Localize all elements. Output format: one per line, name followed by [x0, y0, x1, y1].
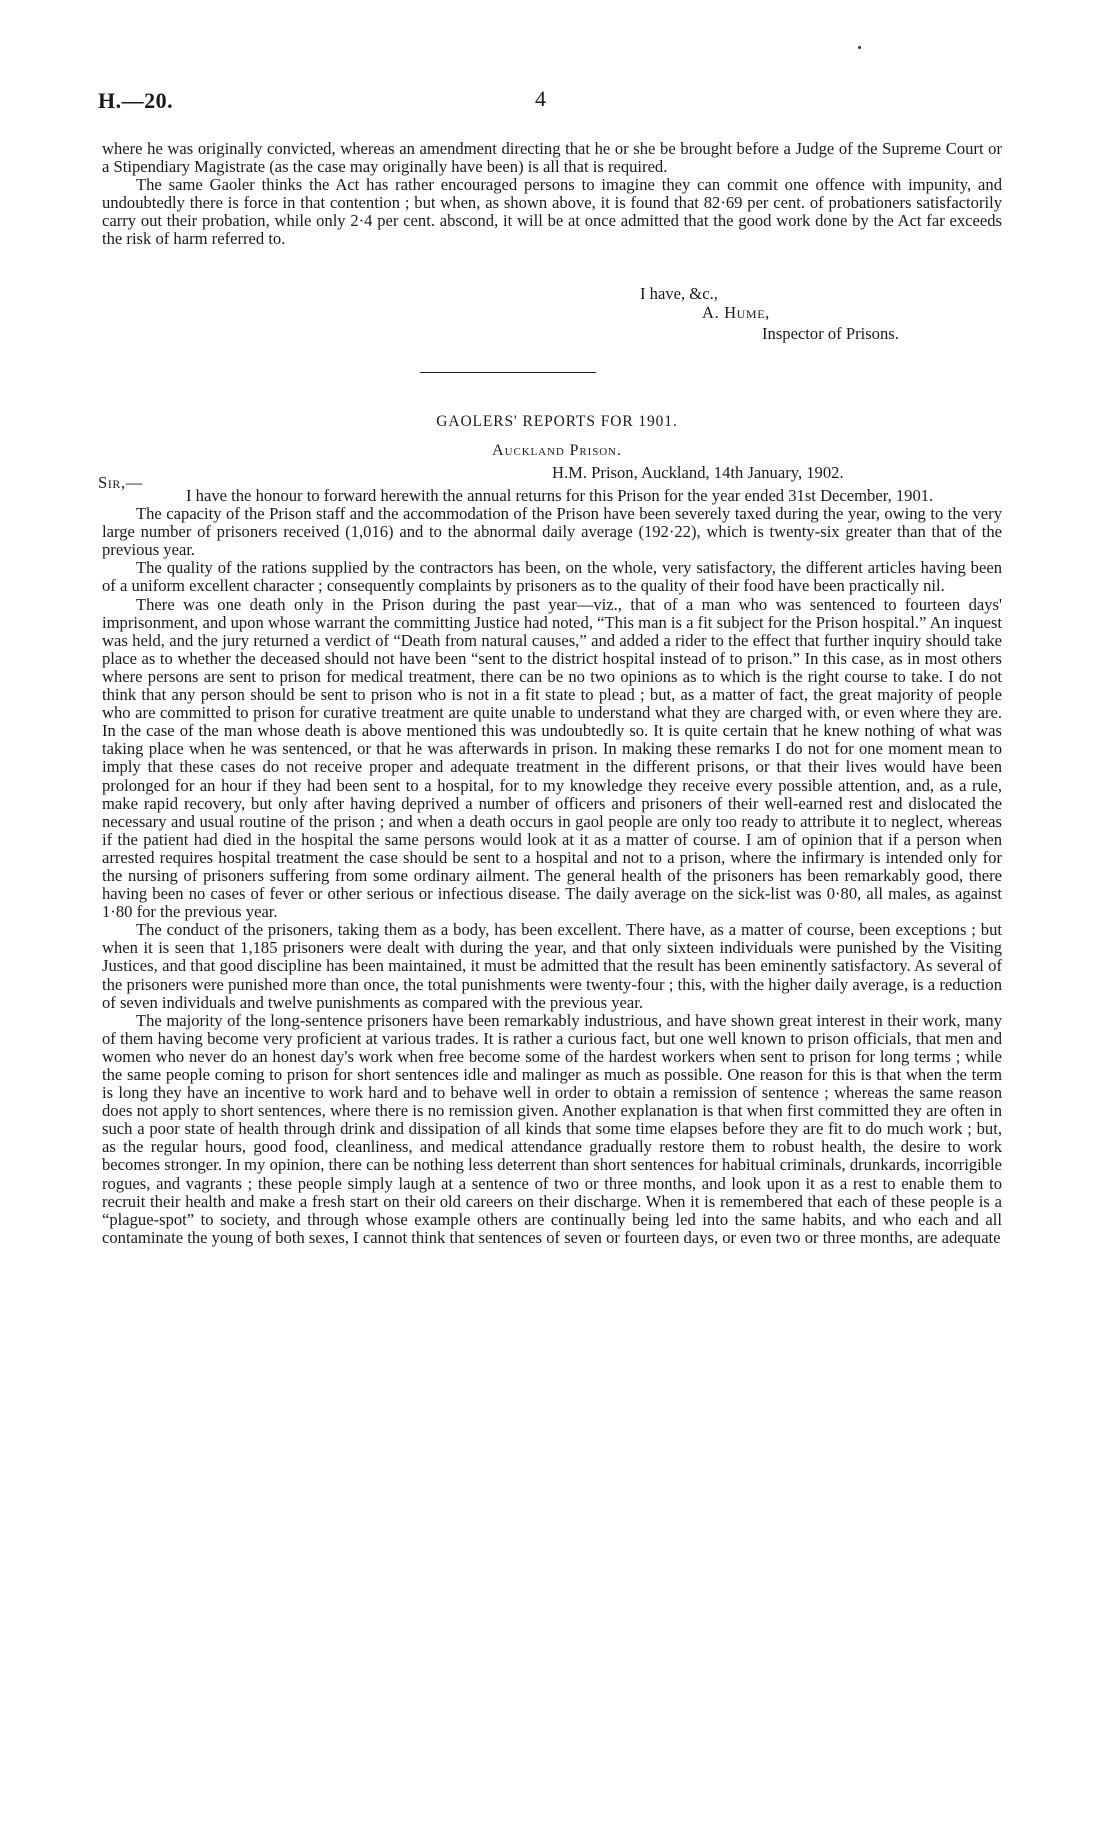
- signature-name: A. Hume,: [702, 303, 770, 322]
- signature-title: Inspector of Prisons.: [762, 324, 899, 343]
- body-paragraph-2: The capacity of the Prison staff and the accommodation of the Prison have been severely taxed during the year, owing to the very large number of prisoners received (1,016) and to the abnormal daily average (192·22), which is twenty-six greater than that of the previous year.: [102, 504, 1002, 560]
- body-paragraph-5: The conduct of the prisoners, taking them as a body, has been excellent. There have, as a matter of course, been exceptions ; but when it is seen that 1,185 prisoners were dealt with during the year, and that only sixteen individuals were punished by the Visiting Justices, and that good discipline has been maintained, it must be admitted that the result has been eminently satisfactory. As several of the prisoners were punished more than once, the total punishments were twenty-four ; this, with the higher daily average, is a reduction of seven individuals and twelve punishments as compared with the previous year.: [102, 920, 1002, 1012]
- intro-paragraph-1: where he was originally convicted, whereas an amendment directing that he or she be brought before a Judge of the Supreme Court or a Stipendiary Magistrate (as the case may originally have been) is all that is required.: [102, 139, 1002, 177]
- intro-text: [102, 140, 1002, 249]
- closing-line: I have, &c.,: [640, 284, 718, 303]
- page-number: 4: [535, 86, 546, 111]
- salutation: Sir,—: [98, 473, 143, 492]
- stray-mark: [858, 46, 861, 49]
- section-title: GAOLERS' REPORTS FOR 1901.: [436, 413, 678, 430]
- dateline: H.M. Prison, Auckland, 14th January, 1902.: [552, 463, 844, 482]
- section-divider: [420, 372, 596, 373]
- body-paragraph-3: The quality of the rations supplied by the contractors has been, on the whole, very satisfactory, the different articles having been of a uniform excellent character ; consequently complaints by prisoners as to the quality of their food have been practically nil.: [102, 558, 1002, 596]
- body-paragraph-4: There was one death only in the Prison during the past year—viz., that of a man who was sentenced to fourteen days' imprisonment, and upon whose warrant the committing Justice had noted, “This man is a fit subject for the Prison hospital.” An inquest was held, and the jury returned a verdict of “Death from natural causes,” and added a rider to the effect that further inquiry should take place as to whether the deceased should not have been “sent to the district hospital instead of to prison.” In this case, as in most others where persons are sent to prison for medical treatment, there can be no two opinions as to which is the right course to take. I do not think that any person should be sent to prison who is not in a fit state to plead ; but, as a matter of fact, the great majority of people who are committed to prison for curative treatment are quite unable to understand what they are charged with, or even where they are. In the case of the man whose death is above mentioned this was undoubtedly so. It is quite certain that he knew nothing of what was taking place when he was sentenced, or that he was afterwards in prison. In making these remarks I do not for one moment mean to imply that these cases do not receive proper and adequate treatment in the different prisons, or that their lives would have been prolonged for an hour if they had been sent to a hospital, for to my knowledge they receive every possible attention, and, as a rule, make rapid recovery, but only after having deprived a number of officers and prisoners of their well-earned rest and dislocated the necessary and usual routine of the prison ; and when a death occurs in gaol people are only too ready to attribute it to neglect, whereas if the patient had died in the hospital the same persons would look at it as a matter of course. I am of opinion that if a person when arrested requires hospital treatment the case should be sent to a hospital and not to a prison, where the infirmary is intended only for the nursing of prisoners suffering from some ordinary ailment. The general health of the prisoners has been remarkably good, there having been no cases of fever or other serious or infectious disease. The daily average on the sick-list was 0·80, all males, as against 1·80 for the previous year.: [102, 594, 1002, 922]
- document-code: H.—20.: [98, 88, 174, 113]
- body-paragraph-1: I have the honour to forward herewith the annual returns for this Prison for the year ended 31st December, 1901.: [186, 486, 934, 505]
- body-paragraph-6: The majority of the long-sentence prisoners have been remarkably industrious, and have shown great interest in their work, many of them having become very proficient at various trades. It is rather a curious fact, but one well known to prison officials, that men and women who never do an honest day's work when free become some of the hardest workers when sent to prison for long terms ; while the same people coming to prison for short sentences idle and malinger as much as possible. One reason for this is that when the term is long they have an incentive to work hard and to behave well in order to obtain a remission of sentence ; whereas the same reason does not apply to short sentences, where there is no remission given. Another explanation is that when first committed they are often in such a poor state of health through drink and dissipation of all kinds that some time elapses before they are fit to do much work ; but, as the regular hours, good food, cleanliness, and medical attendance gradually restore them to robust health, the desire to work becomes stronger. In my opinion, there can be nothing less deterrent than short sentences for habitual criminals, drunkards, incorrigible rogues, and vagrants ; these people simply laugh at a sentence of two or three months, and look upon it as a rest to enable them to recruit their health and make a fresh start on their old careers on their discharge. When it is remembered that each of these people is a “plague-spot” to society, and through whose example others are continually being led into the same habits, and who each and all contaminate the young of both sexes, I cannot think that sentences of seven or fourteen days, or even two or three months, are adequate: [102, 1010, 1002, 1247]
- section-subtitle: Auckland Prison.: [492, 442, 622, 459]
- intro-paragraph-2: The same Gaoler thinks the Act has rather encouraged persons to imagine they can commit one offence with impunity, and undoubtedly there is force in that contention ; but when, as shown above, it is found that 82·69 per cent. of probationers satisfactorily carry out their probation, while only 2·4 per cent. abscond, it will be at once admitted that the good work done by the Act far exceeds the risk of harm referred to.: [102, 175, 1002, 249]
- report-body: [102, 487, 1002, 1247]
